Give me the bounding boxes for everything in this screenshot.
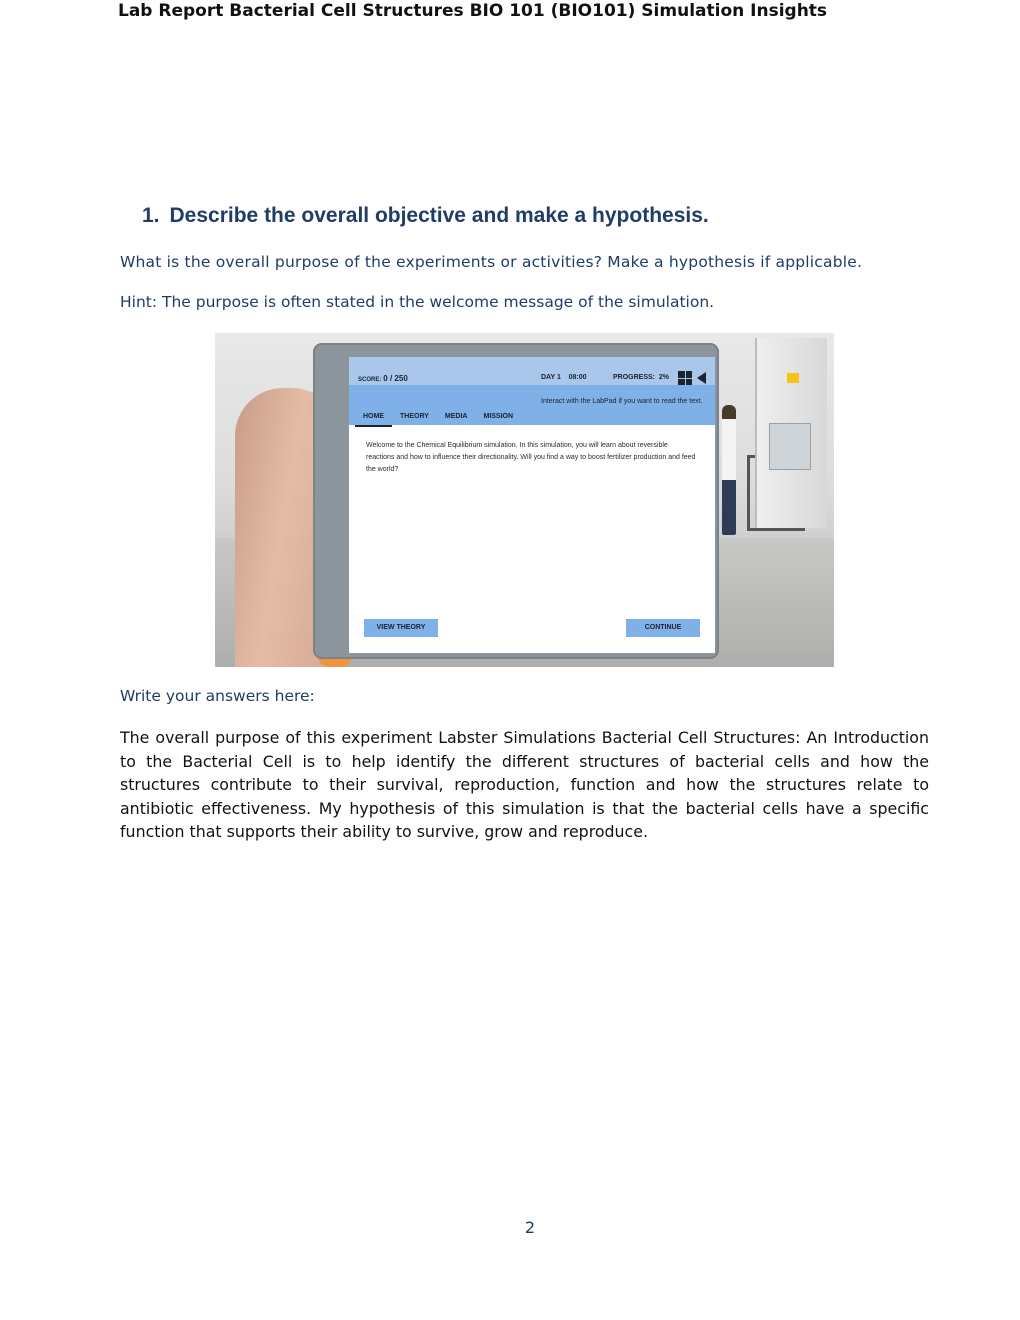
answer-label: Write your answers here: [120,687,315,705]
question-prompt: What is the overall purpose of the experiments or activities? Make a hypothesis if applicable. [120,253,863,271]
tab-media[interactable]: MEDIA [444,413,468,420]
time-label: 08:00 [568,374,587,381]
tab-theory[interactable]: THEORY [400,413,429,420]
section-number: 1. [142,204,160,227]
hint-prompt: Hint: The purpose is often stated in the welcome message of the simulation. [120,293,715,311]
progress-value: 2% [658,374,670,381]
day-label: DAY 1 [541,374,561,381]
score-label: SCORE: [358,377,382,383]
section-heading [142,204,709,228]
day-time-display [541,374,587,381]
labpad-tabs [355,412,521,427]
labpad-tablet [313,343,719,659]
grid-icon[interactable] [678,371,692,385]
labpad-info-text: Interact with the LabPad if you want to read the text. [541,398,703,405]
score-display [358,374,408,383]
welcome-message: Welcome to the Chemical Equilibrium simulation. In this simulation, you will learn about reversible reactions and how to influence their directionality. Will you find a way to boost fertilizer production and feed the world? [366,442,696,473]
sound-icon[interactable] [697,372,706,384]
tab-mission[interactable]: MISSION [483,413,514,420]
cabinet-panel [769,423,811,470]
score-value: 0 / 250 [383,374,408,383]
continue-button[interactable]: CONTINUE [626,619,700,637]
section-title: Describe the overall objective and make a hypothesis. [169,204,709,227]
view-theory-button[interactable]: VIEW THEORY [364,619,438,637]
document-header: Lab Report Bacterial Cell Structures BIO 101 (BIO101) Simulation Insights [118,1,828,21]
labpad-screen [349,357,715,653]
progress-display [613,374,669,381]
simulation-screenshot [215,333,834,667]
answer-text: The overall purpose of this experiment Labster Simulations Bacterial Cell Structures: An Introduction to the Bacterial Cell is to help identify the different structures of bacterial cells and how the structures contribute to their survival, reproduction, function and how the structures relate to antibiotic effectiveness. My hypothesis of this simulation is that the bacterial cells have a specific function that supports their ability to survive, grow and reproduce. [120,728,929,841]
page-number: 2 [524,1218,536,1237]
tab-home[interactable]: HOME [355,412,392,427]
lab-cabinet [755,338,827,528]
progress-label: PROGRESS: [613,374,656,381]
warning-badge [787,373,799,383]
lab-person [722,405,736,535]
